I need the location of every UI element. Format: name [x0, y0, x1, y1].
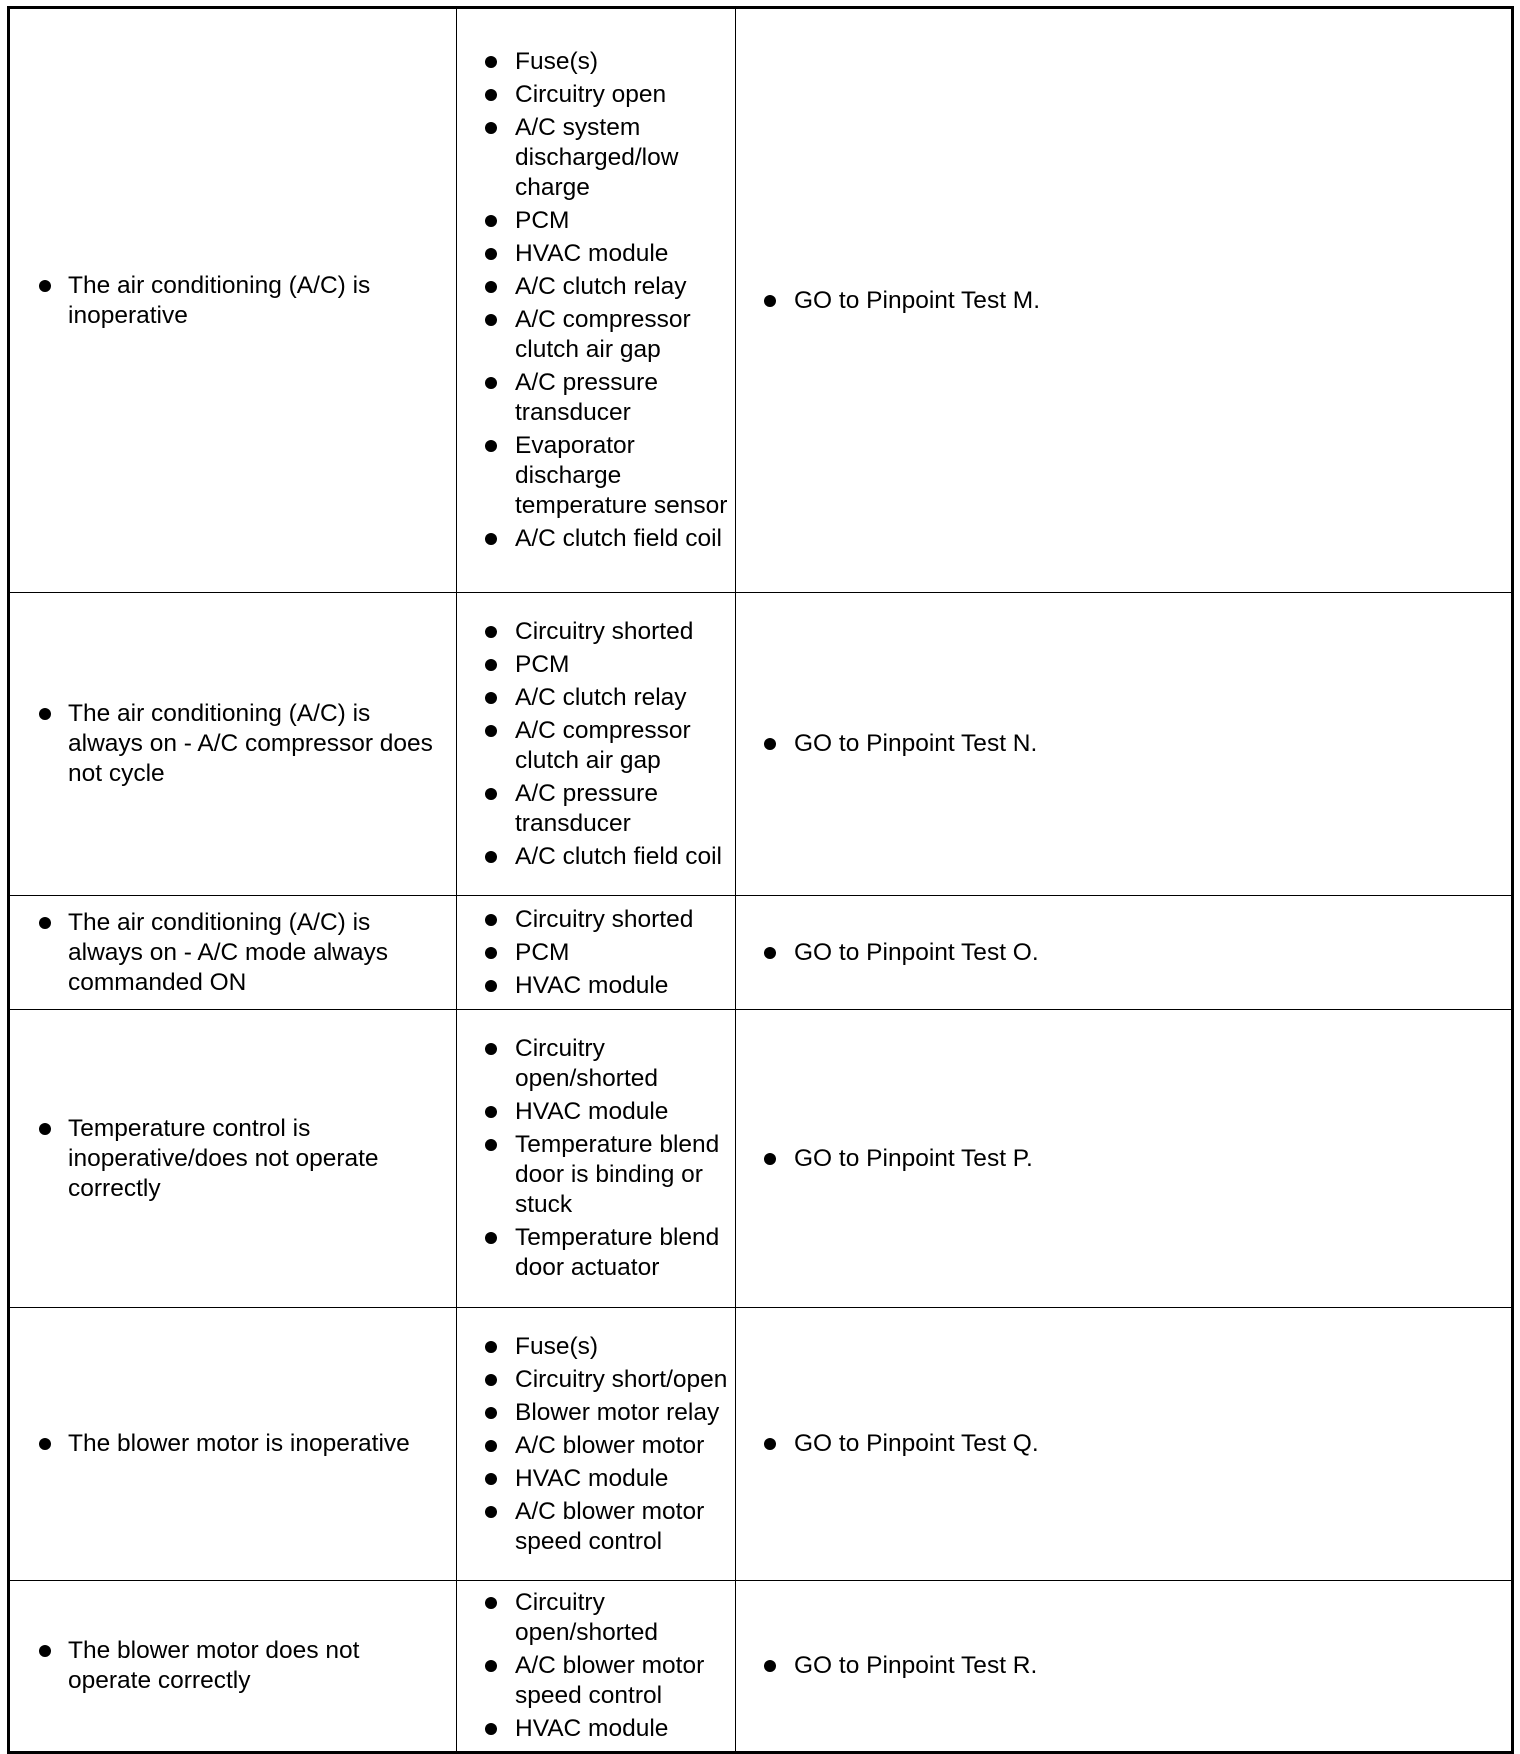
possible-sources-cell	[457, 8, 736, 593]
source-item: A/C blower motor speed control	[457, 1497, 735, 1557]
source-item: A/C system discharged/low charge	[457, 113, 735, 203]
source-item: PCM	[457, 206, 735, 236]
source-item: A/C clutch field coil	[457, 842, 735, 872]
source-item: HVAC module	[457, 1464, 735, 1494]
possible-sources-cell	[457, 896, 736, 1010]
possible-sources-cell	[457, 1308, 736, 1581]
source-item: A/C pressure transducer	[457, 368, 735, 428]
action-text: GO to Pinpoint Test Q.	[736, 1429, 1511, 1459]
source-item: Circuitry open/shorted	[457, 1034, 735, 1094]
symptom-text: The blower motor is inoperative	[10, 1429, 456, 1459]
source-item: A/C clutch field coil	[457, 524, 735, 554]
table-row	[9, 896, 1513, 1010]
table-row	[9, 1308, 1513, 1581]
source-item: A/C clutch relay	[457, 683, 735, 713]
source-item: HVAC module	[457, 1097, 735, 1127]
source-item: Temperature blend door actuator	[457, 1223, 735, 1283]
table-row	[9, 593, 1513, 896]
source-item: Circuitry shorted	[457, 905, 735, 935]
symptom-chart-table	[7, 6, 1514, 1754]
symptom-cell	[9, 593, 457, 896]
symptom-chart-body	[9, 8, 1513, 1753]
possible-sources-cell	[457, 593, 736, 896]
action-text: GO to Pinpoint Test N.	[736, 729, 1511, 759]
symptom-cell	[9, 1010, 457, 1308]
source-item: Evaporator discharge temperature sensor	[457, 431, 735, 521]
action-cell	[736, 8, 1513, 593]
symptom-cell	[9, 1308, 457, 1581]
source-item: PCM	[457, 938, 735, 968]
source-item: Temperature blend door is binding or stuck	[457, 1130, 735, 1220]
possible-sources-cell	[457, 1581, 736, 1753]
source-item: Circuitry open	[457, 80, 735, 110]
source-item: A/C compressor clutch air gap	[457, 716, 735, 776]
action-cell	[736, 593, 1513, 896]
action-text: GO to Pinpoint Test P.	[736, 1144, 1511, 1174]
action-cell	[736, 1581, 1513, 1753]
symptom-text: The air conditioning (A/C) is inoperative	[10, 271, 456, 331]
action-cell	[736, 1308, 1513, 1581]
source-item: Circuitry short/open	[457, 1365, 735, 1395]
action-text: GO to Pinpoint Test R.	[736, 1651, 1511, 1681]
source-item: Fuse(s)	[457, 47, 735, 77]
source-item: A/C compressor clutch air gap	[457, 305, 735, 365]
action-text: GO to Pinpoint Test M.	[736, 286, 1511, 316]
source-item: Circuitry open/shorted	[457, 1588, 735, 1648]
source-item: A/C clutch relay	[457, 272, 735, 302]
action-cell	[736, 1010, 1513, 1308]
symptom-text: The blower motor does not operate correctly	[10, 1636, 456, 1696]
source-item: HVAC module	[457, 1714, 735, 1744]
table-row	[9, 1581, 1513, 1753]
symptom-text: The air conditioning (A/C) is always on - A/C mode always commanded ON	[10, 908, 456, 998]
source-item: A/C blower motor speed control	[457, 1651, 735, 1711]
source-item: Circuitry shorted	[457, 617, 735, 647]
possible-sources-cell	[457, 1010, 736, 1308]
symptom-text: Temperature control is inoperative/does not operate correctly	[10, 1114, 456, 1204]
source-item: A/C pressure transducer	[457, 779, 735, 839]
action-text: GO to Pinpoint Test O.	[736, 938, 1511, 968]
symptom-cell	[9, 896, 457, 1010]
symptom-text: The air conditioning (A/C) is always on - A/C compressor does not cycle	[10, 699, 456, 789]
source-item: HVAC module	[457, 971, 735, 1001]
action-cell	[736, 896, 1513, 1010]
source-item: Fuse(s)	[457, 1332, 735, 1362]
source-item: Blower motor relay	[457, 1398, 735, 1428]
table-row	[9, 8, 1513, 593]
table-row	[9, 1010, 1513, 1308]
symptom-cell	[9, 1581, 457, 1753]
source-item: A/C blower motor	[457, 1431, 735, 1461]
source-item: HVAC module	[457, 239, 735, 269]
symptom-cell	[9, 8, 457, 593]
source-item: PCM	[457, 650, 735, 680]
